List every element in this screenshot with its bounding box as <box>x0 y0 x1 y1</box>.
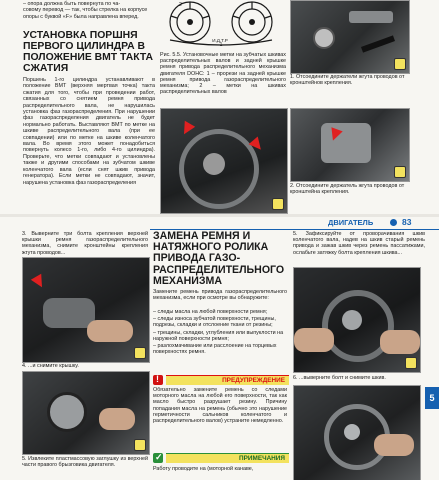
list-item: – следы масла на любой поверхности ремня; <box>153 309 268 315</box>
step5b-text: 5. Зафиксируйте от проворачивания шкив коленчатого вала, надев на шкив старый ремень привода и зажав шкив через ремень пассатижами, ослабьте затяжку болта крепления шкива... <box>293 231 425 256</box>
photo-step5 <box>22 371 150 455</box>
camera-icon <box>134 439 146 451</box>
camera-icon <box>405 357 417 369</box>
top-page <box>0 0 439 214</box>
camera-icon <box>394 166 406 178</box>
step5-text: 5. Извлеките пластмассовую заглушку из верхней части правого брызговика двигателя. <box>22 456 148 469</box>
cam-gear-left-icon <box>170 2 210 42</box>
list-item: – трещины, складки, углубления или выпуклости на наружной поверхности ремня; <box>153 329 284 342</box>
intro-line: – опора должна быть повернута по ча- <box>23 1 121 7</box>
list-item: – разлохмачивание или расслоение на торцевых поверхностях ремня. <box>153 343 277 356</box>
warning-icon: ! <box>153 375 163 385</box>
cam-gear-right-icon <box>232 2 272 42</box>
photo-step2 <box>290 108 410 182</box>
step4-text: 4. ...и снимите крышку. <box>22 363 79 369</box>
warning-label: ПРЕДУПРЕЖДЕНИЕ <box>166 375 289 385</box>
body-text-tdc: Поршень 1-го цилиндра устанавливают в положение ВМТ (верхняя мертвая точка) такта сжатия для того, чтобы при проведении работ, связанных со снятием ремня привода распределительного вала, не нарушилась установка фаз газораспределения. При нарушении фаз газораспределения двигатель не будет нормально работать. Выставляют ВМТ по метке на шкиве распределительного вала (при ее совпадении) или по метке на шкиве коленчатого вала. Во время этого может понадобиться повернуть колесо 1-го, либо 4-го цилиндра). Проверьте, что метки совпадают и установлены также и другими способами на зубчатом шкиве коленчатого вала (если снят шкив привода генератора). Если метки не совпадают, значит, нарушена установка фаз газораспределения <box>23 77 155 186</box>
list-item: – следы износа зубчатой поверхности, трещины, подрезы, складки и отслоение ткани от резины; <box>153 316 276 329</box>
page-number: 83 <box>402 217 412 227</box>
step2-text: 2. Отсоедините держатель жгута проводов от кронштейна крепления. <box>290 183 405 196</box>
arrow-icon <box>31 274 47 290</box>
figure-label: И.Д.Т.Р <box>212 38 228 43</box>
photo-step6 <box>293 385 421 480</box>
photo-crank-pulley <box>293 267 421 373</box>
photo-engine-marks <box>160 108 288 214</box>
note-icon: ✓ <box>155 452 163 462</box>
section-intro: Замените ремень привода газораспределительного механизма, если при осмотре вы обнаружите: <box>153 289 287 302</box>
camera-icon <box>394 58 406 70</box>
step3-text: 3. Выверните три болта крепления верхней крышки ремня газораспределительного механизма, снимите кронштейны крепления жгута проводов... <box>22 231 148 256</box>
arrow-icon <box>179 121 195 137</box>
warning-text: Обязательно замените ремень со следами моторного масла на любой его поверхности, так как масло быстро разрушает резину. Причину попадания масла на ремень (обычно это нарушение герметичности сальников коленчатого и распределительного валов) устраните немедленно. <box>153 387 287 425</box>
chapter-tab: 5 <box>425 387 439 409</box>
step1-text: 1. Отсоедините держатели жгута проводов от кронштейнов крепления. <box>290 74 405 87</box>
photo-step3 <box>22 257 150 363</box>
intro-text <box>23 1 155 20</box>
camera-icon <box>134 347 146 359</box>
bullet-list <box>153 309 287 355</box>
header-dot-icon <box>390 219 397 226</box>
note-label: ПРИМЕЧАНИЯ <box>166 453 289 463</box>
intro-line: совому перевод — так, чтобы стрелка на корпусе <box>23 7 148 14</box>
page-header <box>320 217 430 228</box>
step6-text: 6. ...выверните болт и снимите шкив. <box>293 375 386 381</box>
section-title-belt: ЗАМЕНА РЕМНЯ И НАТЯЖНОГО РОЛИКА ПРИВОДА ГАЗО-РАСПРЕДЕЛИТЕЛЬНОГО МЕХАНИЗМА <box>153 230 285 287</box>
svg-text:2: 2 <box>179 2 182 8</box>
figure-caption: Рис. 5.5. Установочные метки на зубчатых шкивах распределительных валов и задней крышке ремня привода распределительного механизма двигателя DOHC: 1 – прорези на задней крышке ремня привода газораспределительного механизма; 2 – метки на шкивах распределительных валов <box>160 52 286 96</box>
bottom-page <box>0 217 439 480</box>
photo-step1 <box>290 0 410 74</box>
note-text: Работу проводите на (моторной канаве, <box>153 466 254 472</box>
camera-icon <box>272 198 284 210</box>
svg-text:1: 1 <box>219 42 223 48</box>
section-title-tdc: УСТАНОВКА ПОРШНЯ ПЕРВОГО ЦИЛИНДРА В ПОЛОЖЕНИЕ ВМТ ТАКТА СЖАТИЯ <box>23 30 154 74</box>
header-title: ДВИГАТЕЛЬ <box>328 218 374 227</box>
intro-line: опоры с буквой «F» была направлена вперед. <box>23 13 139 20</box>
